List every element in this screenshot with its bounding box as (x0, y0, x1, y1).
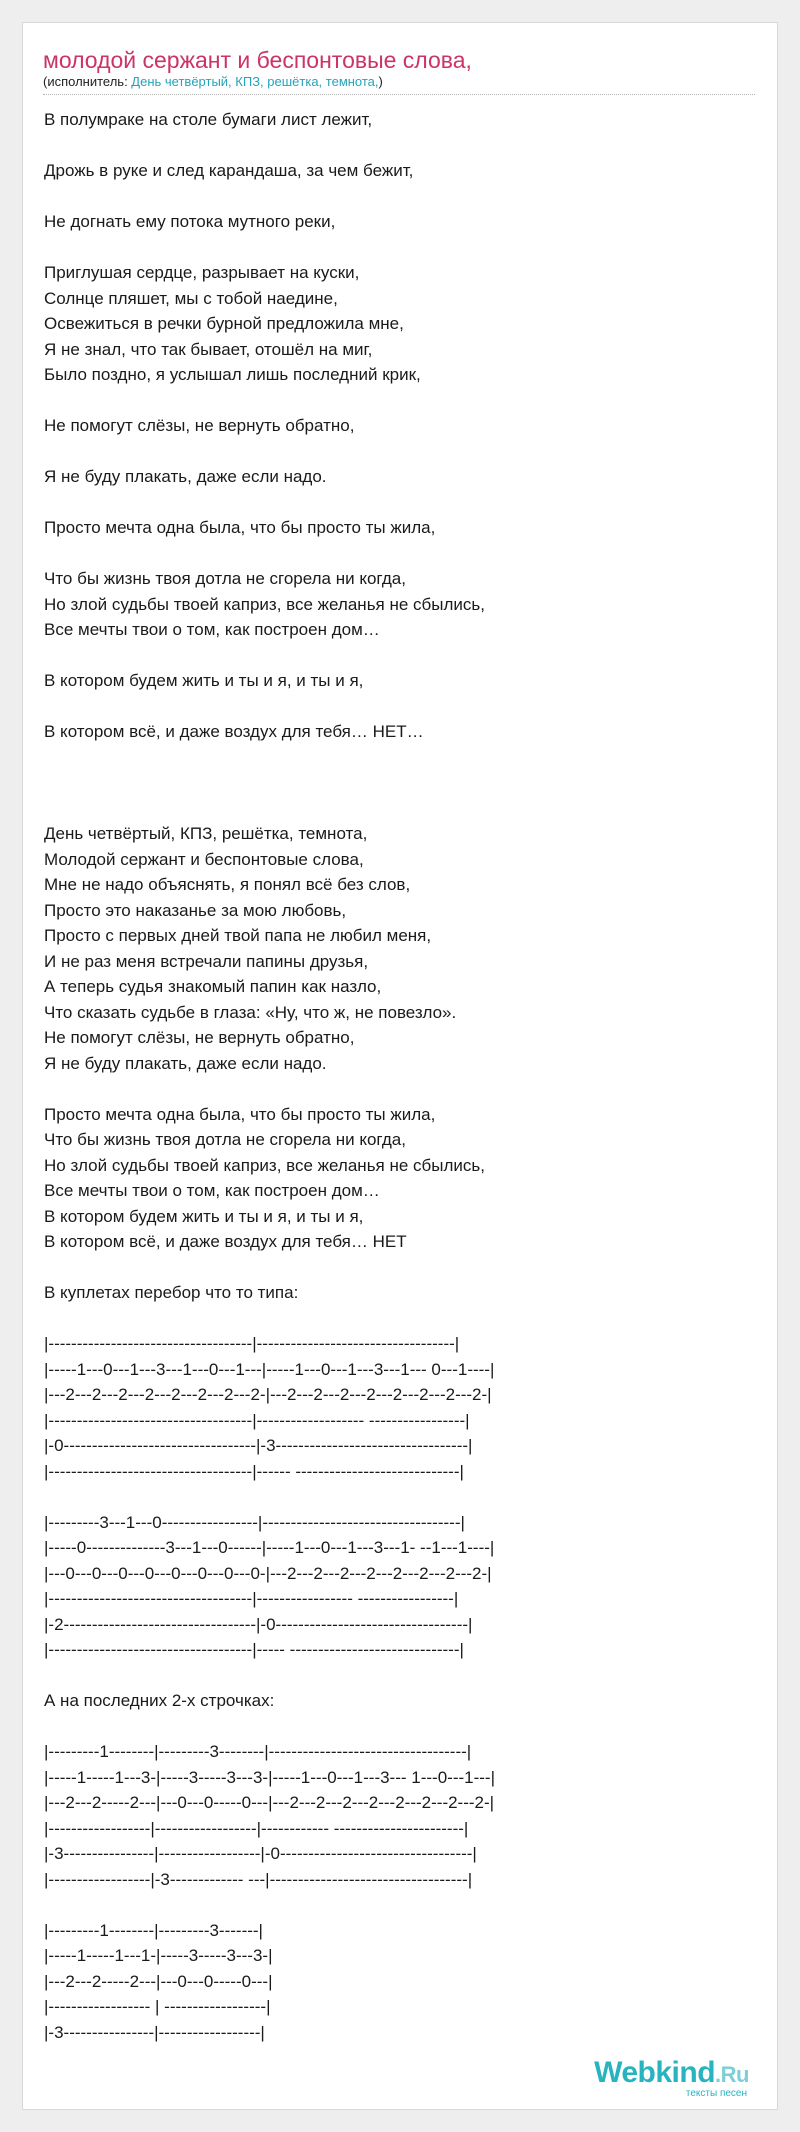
logo-tld: .Ru (715, 2062, 749, 2087)
song-card (22, 22, 778, 2110)
logo-tagline: тексты песен (685, 2088, 747, 2099)
site-logo[interactable] (594, 2056, 749, 2099)
artist-prefix: (исполнитель: (43, 74, 132, 89)
logo-brand: Webkind (594, 2056, 716, 2089)
song-title: молодой сержант и беспонтовые слова, (43, 47, 472, 73)
artist-line (43, 74, 383, 89)
artist-suffix: ) (378, 74, 383, 89)
logo-wordmark (594, 2056, 749, 2092)
lyrics-text: В полумраке на столе бумаги лист лежит, Дрожь в руке и след карандаша, за чем бежит, Не догнать ему потока мутного реки, Приглушая сердце, разрывает на куски, Солнце пляшет, мы с тобой наедине, Освежиться в речки бурной предложила мне, Я не знал, что так бывает, отошёл на миг, Было поздно, я услышал лишь последний крик, Не помогут слёзы, не вернуть обратно, Я не буду плакать, даже если надо. Просто мечта одна была, что бы просто ты жила, Что бы жизнь твоя дотла не сгорела ни когда, Но злой судьбы твоей каприз, все желанья не сбылись, Все мечты твои о том, как построен дом… В котором будем жить и ты и я, и ты и я, В котором всё, и даже воздух для тебя… НЕТ… День четвёртый, КПЗ, решётка, темнота, Молодой сержант и беспонтовые слова, Мне не надо объяснять, я понял всё без слов, Просто это наказанье за мою любовь, Просто с первых дней твой папа не любил меня, И не раз меня встречали папины друзья, А теперь судья знакомый папин как назло, Что сказать судьбе в глаза: «Ну, что ж, не повезло». Не помогут слёзы, не вернуть обратно, Я не буду плакать, даже если надо. Просто мечта одна была, что бы просто ты жила, Что бы жизнь твоя дотла не сгорела ни когда, Но злой судьбы твоей каприз, все желанья не сбылись, Все мечты твои о том, как построен дом… В котором будем жить и ты и я, и ты и я, В котором всё, и даже воздух для тебя… НЕТ В куплетах перебор что то типа: |------------------------------------|-----------------------------------| |-----1---0---1---3---1---0---1---|-----1---0---1---3---1--- 0---1----| |---2---2---2---2---2---2---2---2-|---2---2---2---2---2---2---2---2-| |------------------------------------|------------------- -----------------| |-0----------------------------------|-3----------------------------------| |------------------------------------|------ -----------------------------| |---------3---1---0-----------------|-----------------------------------| |-----0--------------3---1---0------|-----1---0---1---3---1- --1---1----| |---0---0---0---0---0---0---0---0-|---2---2---2---2---2---2---2---2-| |------------------------------------|----------------- -----------------| |-2----------------------------------|-0----------------------------------| |------------------------------------|----- ------------------------------| А на последних 2-х строчках: |---------1--------|---------3--------|-----------------------------------| |-----1-----1---3-|-----3-----3---3-|-----1---0---1---3--- 1---0---1---| |---2---2-----2---|---0---0-----0---|---2---2---2---2---2---2---2---2-| |------------------|------------------|------------ -----------------------| |-3----------------|------------------|-0----------------------------------| |------------------|-3------------- ---|-----------------------------------| |---------1--------|---------3-------| |-----1-----1---1-|-----3-----3---3-| |---2---2-----2---|---0---0-----0---| |------------------ | ------------------| |-3----------------|------------------| (44, 110, 495, 2042)
artist-link[interactable]: День четвёртый, КПЗ, решётка, темнота, (131, 74, 379, 89)
title-divider (43, 94, 755, 95)
